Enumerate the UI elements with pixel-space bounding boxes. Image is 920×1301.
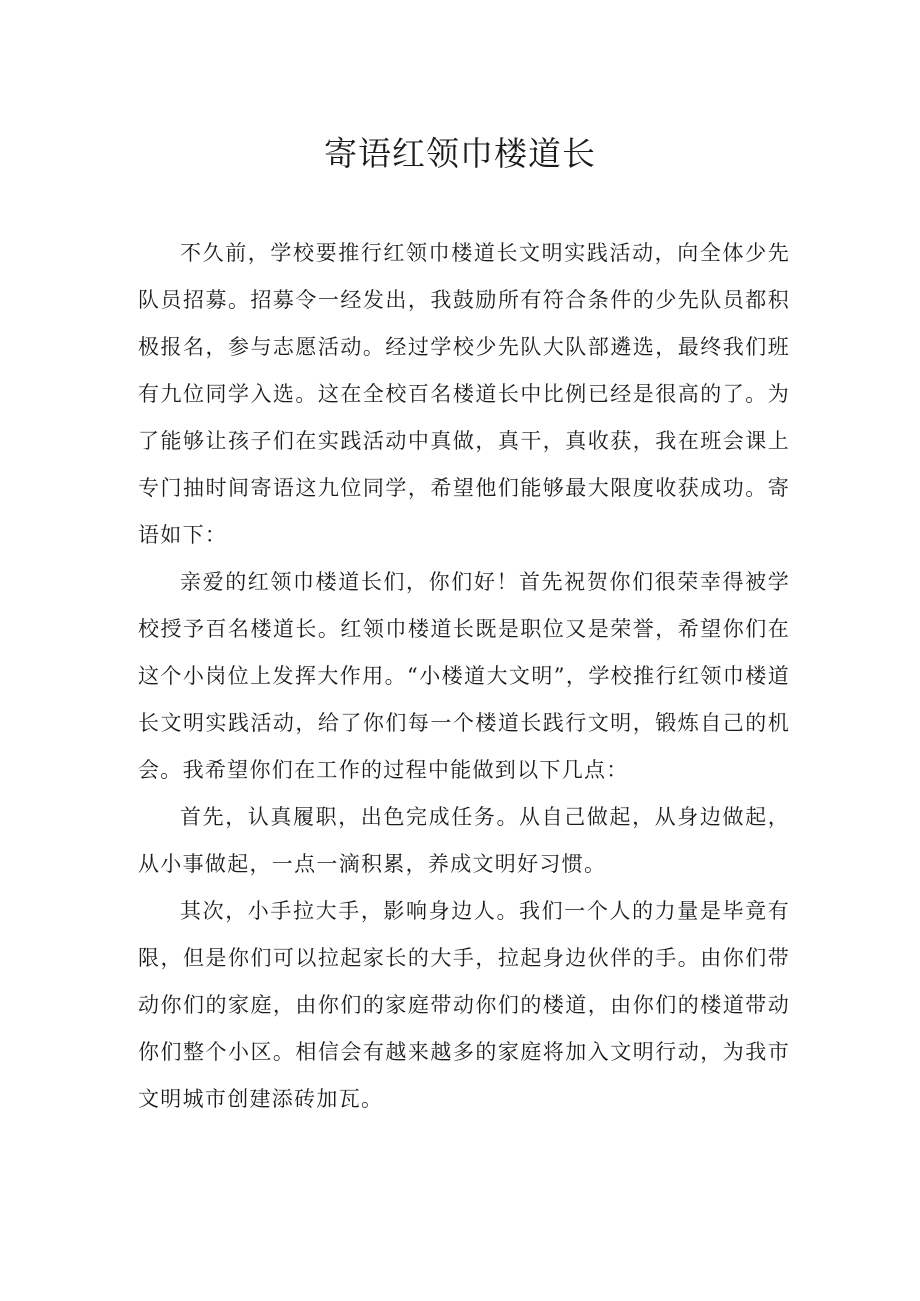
paragraph-first-point: 首先，认真履职，出色完成任务。从自己做起，从身边做起，从小事做起，一点一滴积累，养成文明好习惯。 (138, 805, 790, 876)
paragraph-second-point: 其次，小手拉大手，影响身边人。我们一个人的力量是毕竟有限，但是你们可以拉起家长的大手，拉起身边伙伴的手。由你们带动你们的家庭，由你们的家庭带动你们的楼道，由你们的楼道带动你们整个小区。相信会有越来越多的家庭将加入文明行动，为我市文明城市创建添砖加瓦。 (138, 899, 790, 1111)
document-title: 寄语红领巾楼道长 (324, 134, 596, 173)
document-body (138, 230, 790, 1123)
paragraph-greeting: 亲爱的红领巾楼道长们，你们好！首先祝贺你们很荣幸得被学校授予百名楼道长。红领巾楼道长既是职位又是荣誉，希望你们在这个小岗位上发挥大作用。“小楼道大文明”，学校推行红领巾楼道长文明实践活动，给了你们每一个楼道长践行文明，锻炼自己的机会。我希望你们在工作的过程中能做到以下几点： (138, 570, 790, 782)
paragraph-intro: 不久前，学校要推行红领巾楼道长文明实践活动，向全体少先队员招募。招募令一经发出，我鼓励所有符合条件的少先队员都积极报名，参与志愿活动。经过学校少先队大队部遴选，最终我们班有九位同学入选。这在全校百名楼道长中比例已经是很高的了。为了能够让孩子们在实践活动中真做，真干，真收获，我在班会课上专门抽时间寄语这九位同学，希望他们能够最大限度收获成功。寄语如下： (138, 241, 790, 547)
